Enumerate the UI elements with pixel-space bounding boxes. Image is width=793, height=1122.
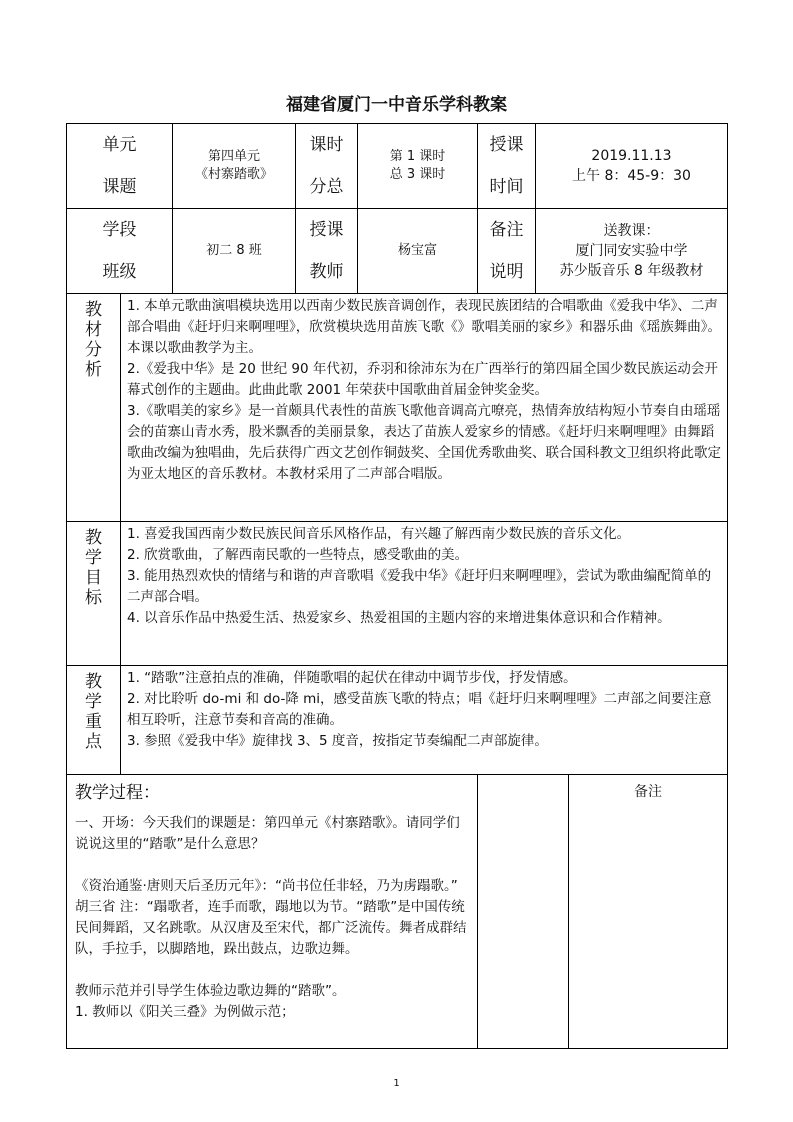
section-objectives: [67, 522, 728, 666]
value-line: 第 1 课时: [389, 149, 446, 164]
label-line: 课时: [309, 135, 344, 155]
process-content: [67, 775, 478, 1049]
section-label: [67, 522, 121, 666]
section-content: [121, 294, 728, 522]
value-line: 苏少版音乐 8 年级教材: [559, 263, 704, 279]
label-line: 分总: [309, 177, 344, 197]
value-line: 送教课：: [603, 223, 660, 239]
section-process: [67, 775, 728, 1049]
value-line: 2019.11.13: [591, 148, 672, 164]
content-item: 2.《爱我中华》是 20 世纪 90 年代初，乔羽和徐沛东为在广西举行的第四届全国少数民族运动会开幕式创作的主题曲。此曲此歌 2001 年荣获中国歌曲首届金钟奖金奖。: [127, 361, 718, 398]
label-line: 学段: [102, 220, 137, 240]
section-content: [121, 522, 728, 666]
section-analysis: [67, 294, 728, 522]
vertical-label: 教材分析: [85, 300, 102, 380]
grade-value: 初二 8 班: [173, 209, 296, 294]
vertical-label: 教学目标: [85, 528, 102, 608]
process-paragraph: 《资治通鉴·唐则天后圣历元年》：“尚书位任非轻，乃为虏蹋歌。” 胡三省 注：“蹋歌者，连手而歌，蹋地以为节。“踏歌”是中国传统民间舞蹈，又名跳歌。从汉唐及至宋代，都广泛流传。舞者成群结队，手拉手，以脚踏地，跺出鼓点，边歌边舞。: [75, 878, 467, 957]
content-item: 1. “踏歌”注意拍点的准确，伴随歌唱的起伏在律动中调节步伐，抒发情感。: [127, 670, 577, 686]
process-paragraph: 教师示范并引导学生体验边歌边舞的“踏歌”。: [75, 983, 346, 999]
period-value: [358, 124, 478, 209]
label-line: 说明: [489, 262, 524, 282]
content-item: 2. 对比聆听 do-mi 和 do-降 mi，感受苗族飞歌的特点；唱《赶圩归来啊哩哩》二声部之间要注意相互聆听，注意节奏和音高的准确。: [127, 691, 712, 728]
content-item: 2. 欣赏歌曲，了解西南民歌的一些特点，感受歌曲的美。: [127, 547, 469, 563]
label-line: 授课: [489, 135, 524, 155]
label-line: 班级: [102, 262, 137, 282]
note-value: [536, 209, 728, 294]
header-row-1: [67, 124, 728, 209]
unit-label: [67, 124, 173, 209]
section-content: [121, 666, 728, 775]
value-line: 第四单元: [207, 149, 260, 164]
time-value: [536, 124, 728, 209]
label-line: 单元: [102, 135, 137, 155]
value-line: 上午 8：45-9：30: [572, 168, 691, 184]
process-notes: [478, 775, 728, 1049]
value-line: 《村寨踏歌》: [194, 167, 273, 182]
vertical-label: 教学重点: [85, 672, 102, 752]
teacher-value: 杨宝富: [358, 209, 478, 294]
content-item: 1. 本单元歌曲演唱模块选用以西南少数民族音调创作，表现民族团结的合唱歌曲《爱我中华》、二声部合唱曲《赶圩归来啊哩哩》，欣赏模块选用苗族飞歌《》歌唱美丽的家乡》和器乐曲《瑶族舞曲》。本课以歌曲教学为主。: [127, 298, 721, 356]
label-line: 教师: [309, 262, 344, 282]
content-item: 3. 能用热烈欢快的情绪与和谐的声音歌唱《爱我中华》《赶圩归来啊哩哩》，尝试为歌曲编配简单的二声部合唱。: [127, 568, 712, 605]
teacher-label: [296, 209, 358, 294]
header-row-2: [67, 209, 728, 294]
process-heading: 教学过程：: [75, 783, 160, 803]
content-item: 4. 以音乐作品中热爱生活、热爱家乡、热爱祖国的主题内容的来增进集体意识和合作精神。: [127, 610, 671, 626]
process-paragraph: 1. 教师以《阳关三叠》为例做示范；: [75, 1004, 295, 1020]
note-label: [478, 209, 536, 294]
label-line: 时间: [489, 177, 524, 197]
content-item: 3.《歌唱美的家乡》是一首颇具代表性的苗族飞歌他音调高亢嘹亮，热情奔放结构短小节奏自由瑶瑶会的苗寨山青水秀，股米飘香的美丽景象，表达了苗族人爱家乡的情感。《赶圩归来啊哩哩》由舞蹈歌曲改编为独唱曲，先后获得广西文艺创作铜鼓奖、全国优秀歌曲奖、联合国科教文卫组织将此歌定为亚太地区的音乐教材。本教材采用了二声部合唱版。: [127, 403, 721, 482]
content-item: 1. 喜爱我国西南少数民族民间音乐风格作品，有兴趣了解西南少数民族的音乐文化。: [127, 526, 631, 542]
time-label: [478, 124, 536, 209]
grade-label: [67, 209, 173, 294]
section-key-points: [67, 666, 728, 775]
value-line: 厦门同安实验中学: [575, 243, 688, 259]
period-label: [296, 124, 358, 209]
notes-column: [568, 775, 727, 1048]
document-title: 福建省厦门一中音乐学科教案: [286, 95, 507, 115]
lesson-plan-table: [66, 123, 728, 1049]
label-line: 备注: [489, 220, 524, 240]
page-number: 1: [393, 1078, 400, 1089]
label-line: 授课: [309, 220, 344, 240]
content-item: 3. 参照《爱我中华》旋律找 3、5 度音，按指定节奏编配二声部旋律。: [127, 733, 548, 749]
section-label: [67, 294, 121, 522]
notes-label: 备注: [634, 784, 662, 800]
unit-value: [173, 124, 296, 209]
section-label: [67, 666, 121, 775]
process-paragraph: 一、开场：今天我们的课题是：第四单元《村寨踏歌》。请同学们说说这里的“踏歌”是什么意思？: [75, 815, 460, 852]
value-line: 总 3 课时: [389, 167, 446, 182]
label-line: 课题: [102, 177, 137, 197]
